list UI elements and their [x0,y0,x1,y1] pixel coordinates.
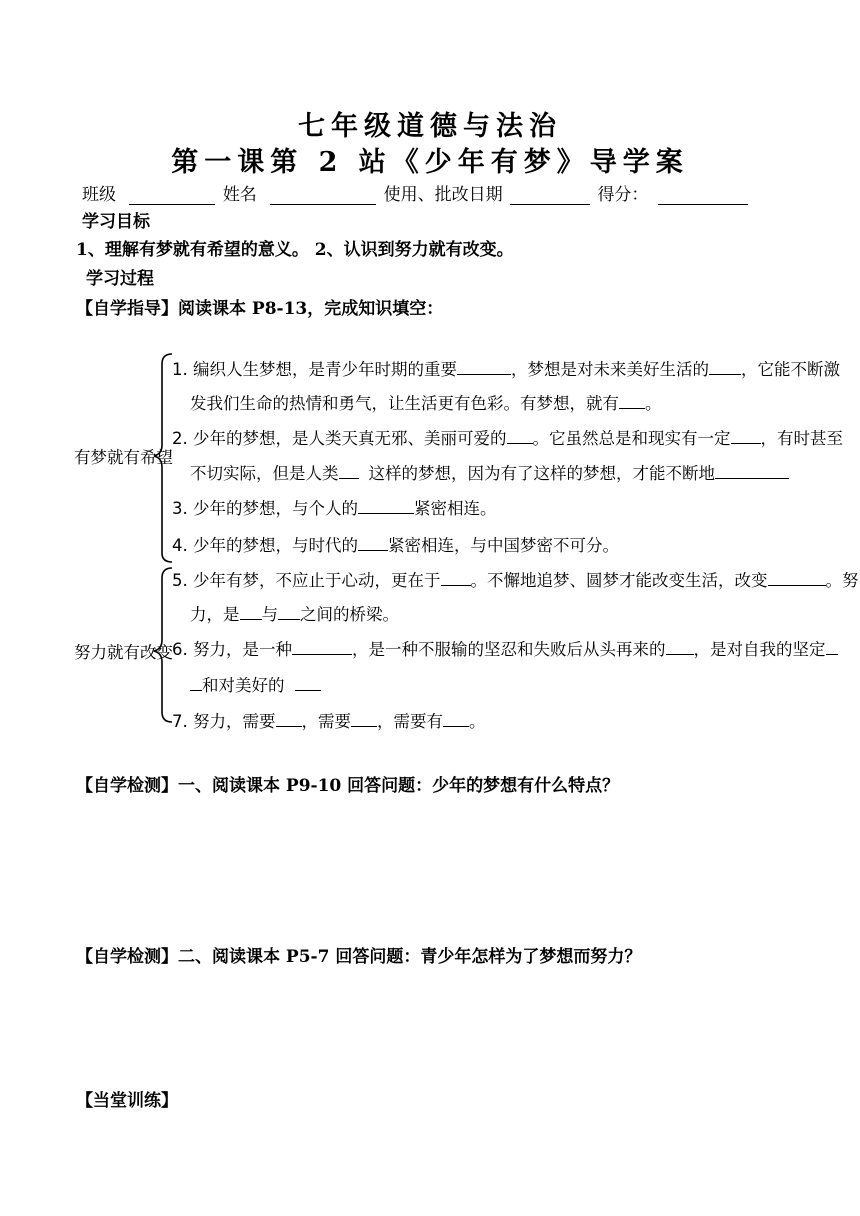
title-line-2: 第一课第 2 站《少年有梦》导学案 [171,147,689,178]
class-blank[interactable] [129,188,215,205]
class-practice-heading: 【当堂训练】 [76,1091,178,1111]
self-check-question-2: 【自学检测】二、阅读课本 P5-7 回答问题：青少年怎样为了梦想而努力？ [76,947,642,967]
blank[interactable] [351,712,377,727]
group-label-change: 努力就有改变 [74,643,173,662]
score-blank[interactable] [658,188,748,205]
date-blank[interactable] [510,188,590,205]
blank[interactable] [826,640,838,655]
blank[interactable] [619,394,645,409]
blank[interactable] [443,712,469,727]
blank[interactable] [666,640,694,655]
objectives-text: 1、理解有梦就有希望的意义。 2、认识到努力就有改变。 [76,240,514,260]
student-info-line [82,180,748,205]
objectives-heading: 学习目标 [82,212,150,232]
item-5-line-2: 力，是 与 之间的桥梁。 [190,605,399,624]
blank[interactable] [278,605,300,620]
blank[interactable] [358,499,414,514]
blank[interactable] [731,429,761,444]
blank[interactable] [715,464,789,479]
name-blank[interactable] [270,188,376,205]
blank[interactable] [457,360,511,375]
group-label-hope: 有梦就有希望 [74,448,173,467]
item-5-line-1: 5. 少年有梦，不应止于心动，更在于 。不懈地追梦、圆梦才能改变生活，改变 。努 [172,571,859,590]
score-label: 得分： [597,185,649,205]
blank[interactable] [507,429,533,444]
item-2-line-2: 不切实际，但是人类 这样的梦想，因为有了这样的梦想，才能不断地 [190,460,789,484]
blank[interactable] [292,640,352,655]
item-1-line-1: 1. 编织人生梦想，是青少年时期的重要 ，梦想是对未来美好生活的 ，它能不断激 [172,360,840,379]
item-1-line-2: 发我们生命的热情和勇气，让生活更有色彩。有梦想，就有 。 [190,394,662,413]
blank[interactable] [709,360,741,375]
item-2-line-1: 2. 少年的梦想，是人类天真无邪、美丽可爱的 。它虽然总是和现实有一定 ，有时甚至 [172,429,843,448]
item-4: 4. 少年的梦想，与时代的 紧密相连，与中国梦密不可分。 [172,536,619,555]
item-3: 3. 少年的梦想，与个人的 紧密相连。 [172,499,497,518]
blank[interactable] [240,605,262,620]
item-6-line-2: 和对美好的 [190,672,321,696]
blank[interactable] [339,464,359,479]
item-7: 7. 努力，需要 ，需要 ，需要有 。 [172,712,486,731]
name-label: 姓名 [222,185,257,205]
self-check-question-1: 【自学检测】一、阅读课本 P9-10 回答问题：少年的梦想有什么特点？ [76,776,620,796]
blank[interactable] [295,676,321,691]
blank[interactable] [768,571,826,586]
blank[interactable] [276,712,302,727]
blank[interactable] [441,571,471,586]
blank[interactable] [358,536,388,551]
guide-heading: 【自学指导】阅读课本 P8-13，完成知识填空： [76,299,444,319]
title-line-1: 七年级道德与法治 [298,111,562,142]
item-6-line-1: 6. 努力，是一种 ，是一种不服输的坚忍和失败后从头再来的 ，是对自我的坚定 [172,636,838,660]
blank[interactable] [190,676,202,691]
process-heading: 学习过程 [86,269,154,289]
class-label: 班级 [82,185,116,205]
date-label: 使用、批改日期 [383,185,503,205]
